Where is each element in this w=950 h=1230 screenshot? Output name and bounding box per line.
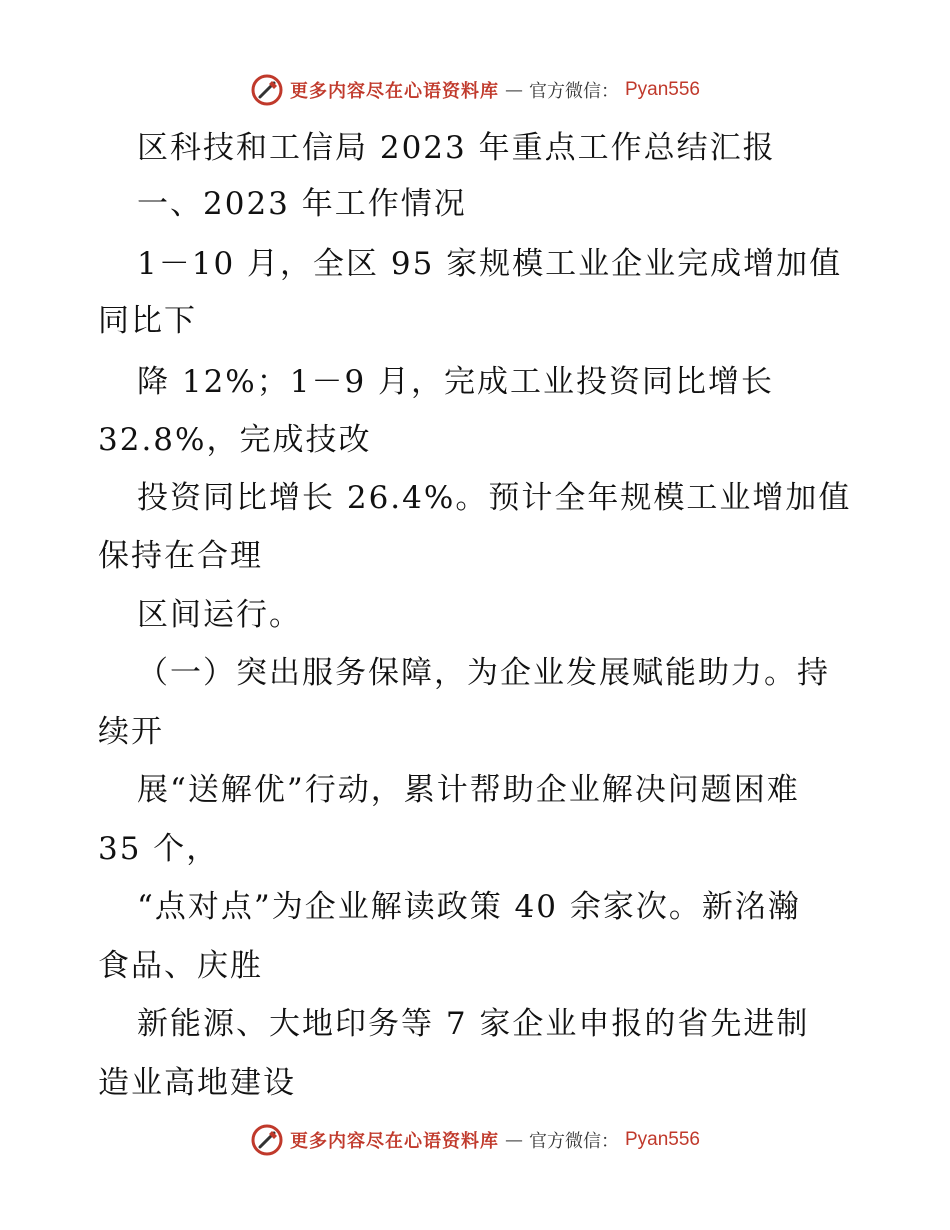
body-line: 同比下: [98, 303, 197, 339]
body-line: 区间运行。: [137, 597, 302, 633]
watermark-wechat-id: Pyan556: [624, 79, 700, 100]
watermark-separator: —: [504, 1129, 523, 1151]
body-line: （一）突出服务保障，为企业发展赋能助力。持: [137, 655, 830, 691]
body-line: 保持在合理: [98, 538, 263, 574]
watermark-banner-bottom: [0, 1120, 950, 1160]
body-line: 32.8%，完成技改: [98, 422, 372, 458]
body-line: 35 个，: [98, 831, 220, 867]
watermark-wechat-label: 官方微信：: [528, 81, 619, 102]
body-line: 1－10 月，全区 95 家规模工业企业完成增加值: [137, 246, 843, 282]
watermark-banner-top: [0, 70, 950, 110]
body-line: 续开: [98, 714, 164, 750]
body-line: 投资同比增长 26.4%。预计全年规模工业增加值: [137, 480, 852, 516]
brush-logo-icon: [250, 1123, 284, 1157]
body-line: 食品、庆胜: [98, 948, 263, 984]
body-line: 降 12%；1－9 月，完成工业投资同比增长: [137, 364, 775, 400]
watermark-text: 更多内容尽在心语资料库: [289, 1131, 499, 1152]
section-heading: 一、2023 年工作情况: [137, 186, 467, 222]
watermark-text: 更多内容尽在心语资料库: [289, 81, 499, 102]
document-title: 区科技和工信局 2023 年重点工作总结汇报: [137, 130, 776, 166]
body-line: “点对点”为企业解读政策 40 余家次。新洺瀚: [137, 889, 801, 925]
watermark-wechat-label: 官方微信：: [528, 1131, 619, 1152]
brush-logo-icon: [250, 73, 284, 107]
body-line: 造业高地建设: [98, 1065, 296, 1101]
watermark-separator: —: [504, 79, 523, 101]
body-line: 新能源、大地印务等 7 家企业申报的省先进制: [137, 1006, 810, 1042]
watermark-wechat-id: Pyan556: [624, 1129, 700, 1150]
body-line: 展“送解优”行动，累计帮助企业解决问题困难: [137, 772, 800, 808]
